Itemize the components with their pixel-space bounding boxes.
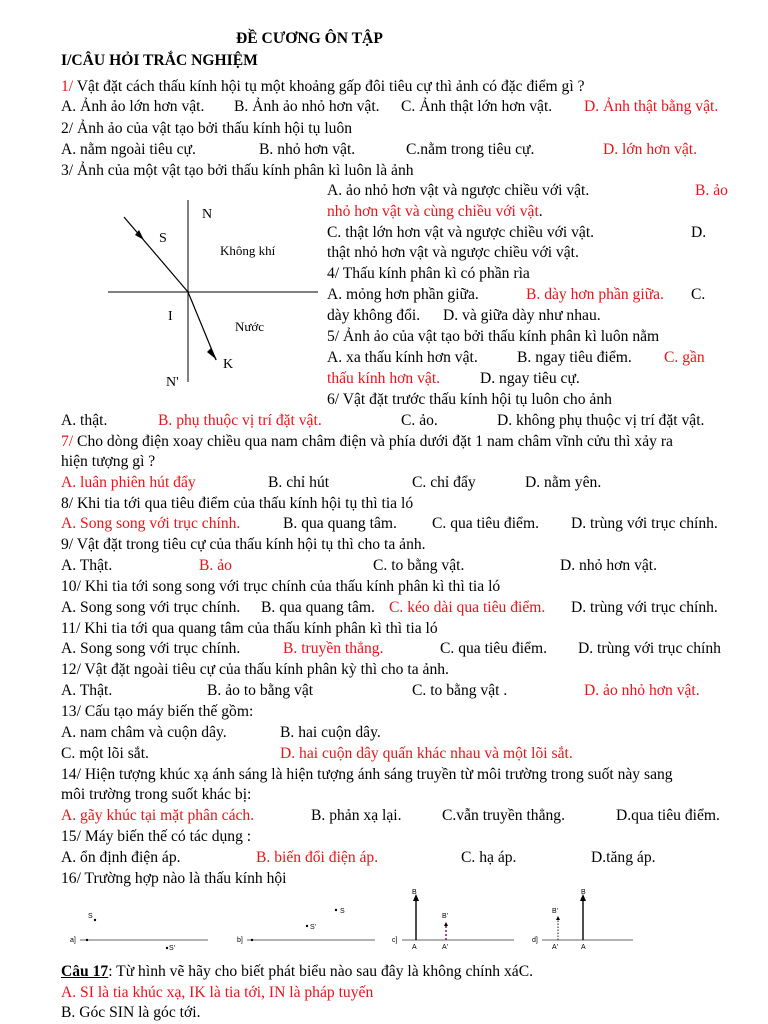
- option-c: C. Ảnh thật lớn hơn vật.: [401, 98, 553, 115]
- option-a: A. mỏng hơn phần giữa.: [327, 286, 479, 303]
- question-8: 8/ Khi tia tới qua tiêu điểm của thấu kính hội tụ thì tia ló: [61, 495, 414, 512]
- question-2: 2/ Ảnh ảo của vật tạo bởi thấu kính hội tụ luôn: [61, 120, 353, 137]
- option-b: B. chỉ hút: [268, 474, 330, 491]
- question-5-line-2: [327, 370, 580, 388]
- option-c: C. qua tiêu điểm.: [432, 515, 539, 532]
- option-a: A. nằm ngoài tiêu cự.: [61, 141, 196, 158]
- figure-c-label: c]: [392, 937, 398, 944]
- question-5: 5/ Ảnh ảo của vật tạo bởi thấu kính phân kì luôn nằm: [327, 328, 660, 345]
- question-17-text: : Từ hình vẽ hãy cho biết phát biểu nào sau đây là không chính xáC.: [108, 963, 534, 980]
- option-d: D. nhỏ hơn vật.: [560, 557, 658, 574]
- question-13-line-2: [61, 745, 573, 763]
- option-d: D. nằm yên.: [525, 474, 602, 491]
- option-c: C. thật lớn hơn vật và ngược chiều với vật.: [327, 224, 595, 241]
- option-d: D. trùng với trục chính.: [571, 515, 718, 532]
- figure-c: [390, 888, 515, 950]
- figure-c-a2-label: A': [442, 944, 449, 950]
- question-7-options: [61, 474, 602, 492]
- option-d: D.tăng áp.: [591, 849, 656, 866]
- question-13: 13/ Cấu tạo máy biến thế gồm:: [61, 703, 254, 720]
- option-c: C. ảo.: [401, 412, 438, 429]
- figure-b-lens-point: [251, 939, 253, 941]
- option-d-answer: D. Ảnh thật bằng vật.: [584, 98, 719, 115]
- option-c: C. to bằng vật.: [373, 557, 465, 574]
- question-17-option-a-answer: A. SI là tia khúc xạ, IK là tia tới, IN là pháp tuyến: [61, 984, 374, 1001]
- question-1: [61, 78, 585, 96]
- option-d: D. trùng với trục chính: [578, 640, 721, 657]
- option-a: A. xa thấu kính hơn vật.: [327, 349, 478, 366]
- figure-a-s2-point: [166, 947, 168, 949]
- question-3-line-4: thật nhỏ hơn vật và ngược chiều với vật.: [327, 244, 579, 261]
- option-b-answer: B. truyền thẳng.: [283, 640, 384, 657]
- option-a: A. Song song với trục chính.: [61, 640, 241, 657]
- option-a: A. thật.: [61, 412, 108, 429]
- figure-b-s2-label: S': [310, 924, 317, 931]
- option-c: C. to bằng vật .: [412, 682, 508, 699]
- option-d-answer: D. lớn hơn vật.: [603, 141, 698, 158]
- figure-d-image-arrow: [556, 916, 560, 920]
- option-c-start: C.: [691, 286, 706, 303]
- label-s: S: [159, 231, 167, 246]
- question-14: 14/ Hiện tượng khúc xạ ánh sáng là hiện tượng ánh sáng truyền từ môi trường trong suốt này sang: [61, 766, 673, 783]
- option-d: D. trùng với trục chính.: [571, 599, 718, 616]
- figure-d-a2-label: A': [552, 944, 559, 950]
- option-c-answer-end: thấu kính hơn vật.: [327, 370, 441, 387]
- figure-c-b-label: B: [412, 889, 417, 896]
- figure-a-label: a]: [70, 937, 76, 944]
- question-10: 10/ Khi tia tới song song với trục chính của thấu kính phân kì thì tia ló: [61, 578, 501, 595]
- question-1-options: [61, 98, 719, 116]
- option-c-end: dày không đổi.: [327, 307, 421, 324]
- figure-a-s-label: S: [88, 913, 93, 920]
- question-10-options: [61, 599, 718, 617]
- label-air: Không khí: [220, 243, 276, 258]
- figure-d-b2-label: B': [552, 908, 559, 915]
- question-11: 11/ Khi tia tới qua quang tâm của thấu kính phân kì thì tia ló: [61, 620, 438, 637]
- option-c-answer: C. kéo dài qua tiêu điểm.: [389, 599, 546, 616]
- option-b-answer: B. dày hơn phần giữa.: [526, 286, 664, 303]
- option-a: A. Ảnh ảo lớn hơn vật.: [61, 98, 205, 115]
- figure-b: [235, 888, 375, 950]
- option-b: B. hai cuộn dây.: [280, 724, 381, 741]
- option-b: B. nhỏ hơn vật.: [259, 141, 356, 158]
- option-c-answer-start: C. gần: [664, 349, 705, 366]
- question-9: 9/ Vật đặt trong tiêu cự của thấu kính hội tụ thì cho ta ảnh.: [61, 536, 426, 553]
- label-n-prime: N': [166, 375, 179, 390]
- figure-a-s2-label: S': [169, 945, 176, 950]
- option-c: C. qua tiêu điểm.: [440, 640, 547, 657]
- option-b-answer: B. ảo: [199, 557, 232, 574]
- question-5-line-1: [327, 349, 705, 367]
- option-a: A. Thật.: [61, 682, 113, 699]
- question-3-line-1: [327, 182, 728, 200]
- figure-a-lens-point: [86, 939, 88, 941]
- question-12: 12/ Vật đặt ngoài tiêu cự của thấu kính phân kỳ thì cho ta ảnh.: [61, 661, 449, 678]
- option-a: A. Thật.: [61, 557, 113, 574]
- option-b-answer: B. phụ thuộc vị trí đặt vật.: [158, 412, 322, 429]
- option-c: C. chỉ đẩy: [412, 474, 476, 491]
- option-a-answer: A. luân phiên hút đẩy: [61, 474, 196, 491]
- figure-b-label: b]: [237, 937, 243, 944]
- option-d: D.qua tiêu điểm.: [616, 807, 720, 824]
- question-14-options: [61, 807, 720, 825]
- question-6-options: [61, 412, 705, 430]
- option-d-answer: D. hai cuộn dây quấn khác nhau và một lõi sắt.: [280, 745, 573, 762]
- question-4-line-1: [327, 286, 706, 304]
- option-c: C.vẫn truyền thẳng.: [442, 807, 565, 824]
- figure-a-s-point: [94, 919, 96, 921]
- label-water: Nước: [235, 319, 265, 334]
- option-b: B. Ảnh ảo nhỏ hơn vật.: [234, 98, 380, 115]
- question-16: 16/ Trường hợp nào là thấu kính hội: [61, 870, 287, 887]
- question-6: 6/ Vật đặt trước thấu kính hội tụ luôn cho ảnh: [327, 391, 612, 408]
- question-3-line-2: nhỏ hơn vật và cùng chiều với vật.: [327, 203, 543, 220]
- label-i: I: [168, 309, 173, 324]
- option-d-answer: D. ảo nhỏ hơn vật.: [584, 682, 700, 699]
- figure-c-a-label: A: [412, 944, 417, 950]
- question-1-number: 1/: [61, 78, 74, 95]
- question-4: 4/ Thấu kính phân kì có phần rìa: [327, 265, 530, 282]
- option-d-start: D.: [691, 224, 707, 241]
- option-b-answer-end: nhỏ hơn vật và cùng chiều với vật: [327, 203, 539, 220]
- option-b: B. qua quang tâm.: [283, 515, 397, 532]
- question-13-line-1: [61, 724, 381, 742]
- option-a-answer: A. gãy khúc tại mặt phân cách.: [61, 807, 255, 824]
- option-b: B. phản xạ lại.: [311, 807, 402, 824]
- option-a: A. ảo nhỏ hơn vật và ngược chiều với vật.: [327, 182, 590, 199]
- option-c: C. hạ áp.: [461, 849, 517, 866]
- option-b-answer: B. biến đổi điện áp.: [256, 849, 379, 866]
- question-17-label: Câu 17: [61, 963, 109, 980]
- figure-c-b2-label: B': [442, 913, 449, 920]
- document-title: ĐỀ CƯƠNG ÔN TẬP: [236, 30, 383, 47]
- figure-d-b-label: B: [581, 889, 586, 896]
- question-15: 15/ Máy biến thế có tác dụng :: [61, 828, 252, 845]
- option-d: D. không phụ thuộc vị trí đặt vật.: [497, 412, 705, 429]
- question-14-line-2: môi trường trong suốt khác bị:: [61, 786, 252, 803]
- option-b: B. ảo to bằng vật: [207, 682, 314, 699]
- question-7-line-2: hiện tượng gì ?: [61, 453, 156, 470]
- question-4-line-2: [327, 307, 601, 325]
- label-n: N: [202, 207, 213, 222]
- question-7-text: Cho dòng điện xoay chiều qua nam châm điện và phía dưới đặt 1 nam châm vĩnh cửu thì xảy ra: [73, 433, 673, 450]
- question-12-options: [61, 682, 700, 700]
- figure-d: [530, 888, 635, 950]
- option-a: A. Song song với trục chính.: [61, 599, 241, 616]
- figure-b-s-label: S: [340, 908, 345, 915]
- option-d: D. ngay tiêu cự.: [480, 370, 580, 387]
- option-a: A. nam châm và cuộn dây.: [61, 724, 227, 741]
- option-b-answer-start: B. ảo: [695, 182, 728, 199]
- question-1-text: Vật đặt cách thấu kính hội tụ một khoảng gấp đôi tiêu cự thì ảnh có đặc điểm gì ?: [73, 78, 585, 95]
- figure-d-a-label: A: [581, 944, 586, 950]
- section-heading: I/CÂU HỎI TRẮC NGHIỆM: [61, 52, 258, 69]
- option-d: D. và giữa dày như nhau.: [443, 307, 601, 324]
- option-c: C.nằm trong tiêu cự.: [406, 141, 535, 158]
- figure-b-s-point: [335, 909, 337, 911]
- refraction-diagram: [108, 200, 318, 390]
- question-7-number: 7/: [61, 433, 74, 450]
- option-a-answer: A. Song song với trục chính.: [61, 515, 241, 532]
- question-3-line-3: [327, 224, 707, 242]
- question-8-options: [61, 515, 718, 533]
- figure-c-image-arrow: [444, 922, 448, 926]
- option-b: B. qua quang tâm.: [261, 599, 375, 616]
- question-11-options: [61, 640, 721, 658]
- label-k: K: [223, 357, 234, 372]
- question-2-options: [61, 141, 698, 159]
- question-17-option-b: B. Góc SIN là góc tới.: [61, 1004, 201, 1021]
- option-c: C. một lõi sắt.: [61, 745, 149, 762]
- question-7: [61, 433, 673, 451]
- question-15-options: [61, 849, 656, 867]
- question-17: [61, 963, 533, 981]
- question-3: 3/ Ảnh của một vật tạo bởi thấu kính phân kì luôn là ảnh: [61, 162, 414, 179]
- question-9-options: [61, 557, 658, 575]
- option-a: A. ổn định điện áp.: [61, 849, 181, 866]
- incident-ray: [124, 217, 188, 292]
- option-b: B. ngay tiêu điểm.: [517, 349, 632, 366]
- figure-a: [68, 888, 208, 950]
- figure-b-s2-point: [306, 925, 308, 927]
- figure-d-label: d]: [532, 937, 538, 944]
